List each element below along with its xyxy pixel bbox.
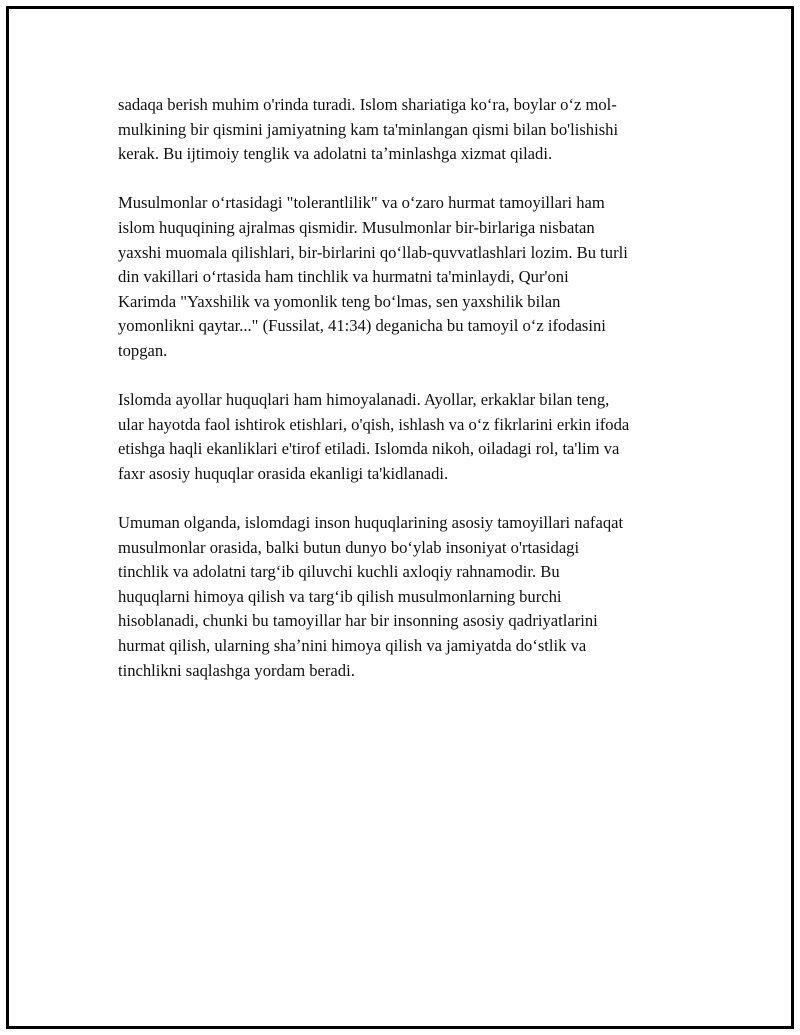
paragraph-zakat (118, 93, 688, 167)
document-body (118, 93, 688, 708)
text-line: Umuman olganda, islomdagi inson huquqlarining asosiy tamoyillari nafaqat (118, 513, 624, 533)
text-line: huquqlarni himoya qilish va targʻib qilish musulmonlarning burchi (118, 586, 562, 606)
text-line: ular hayotda faol ishtirok etishlari, o'qish, ishlash va oʻz fikrlarini erkin ifoda (118, 414, 630, 434)
paragraph-conclusion (118, 511, 688, 683)
text-line: kerak. Bu ijtimoiy tenglik va adolatni taʼminlashga xizmat qiladi. (118, 144, 553, 164)
paragraph-tolerance (118, 191, 688, 363)
paragraph-women-rights (118, 388, 688, 486)
text-line: Musulmonlar oʻrtasidagi "tolerantlilik" va oʻzaro hurmat tamoyillari ham (118, 193, 605, 213)
text-line: Islomda ayollar huquqlari ham himoyalanadi. Ayollar, erkaklar bilan teng, (118, 390, 610, 410)
text-line: din vakillari oʻrtasida ham tinchlik va hurmatni ta'minlaydi, Qur'oni (118, 267, 569, 287)
text-line: Karimda "Yaxshilik va yomonlik teng boʻlmas, sen yaxshilik bilan (118, 291, 561, 311)
text-line: sadaqa berish muhim o'rinda turadi. Islom shariatiga koʻra, boylar oʻz mol- (118, 95, 617, 114)
text-line: yomonlikni qaytar..." (Fussilat, 41:34) deganicha bu tamoyil oʻz ifodasini (118, 316, 606, 336)
text-line: musulmonlar orasida, balki butun dunyo boʻylab insoniyat o'rtasidagi (118, 537, 580, 557)
text-line: yaxshi muomala qilishlari, bir-birlarini qoʻllab-quvvatlashlari lozim. Bu turli (118, 242, 628, 262)
text-line: mulkining bir qismini jamiyatning kam ta'minlangan qismi bilan bo'lishishi (118, 119, 619, 139)
text-line: faxr asosiy huquqlar orasida ekanligi ta'kidlanadi. (118, 463, 449, 483)
text-line: tinchlikni saqlashga yordam beradi. (118, 660, 355, 680)
text-line: etishga haqli ekanliklari e'tirof etiladi. Islomda nikoh, oiladagi rol, ta'lim va (118, 439, 620, 459)
text-line: hisoblanadi, chunki bu tamoyillar har bir insonning asosiy qadriyatlarini (118, 611, 598, 631)
text-line: topgan. (118, 340, 168, 360)
text-line: islom huquqining ajralmas qismidir. Musulmonlar bir-birlariga nisbatan (118, 217, 595, 237)
text-line: hurmat qilish, ularning shaʼnini himoya qilish va jamiyatda doʻstlik va (118, 636, 587, 656)
text-line: tinchlik va adolatni targʻib qiluvchi kuchli axloqiy rahnamodir. Bu (118, 562, 560, 582)
